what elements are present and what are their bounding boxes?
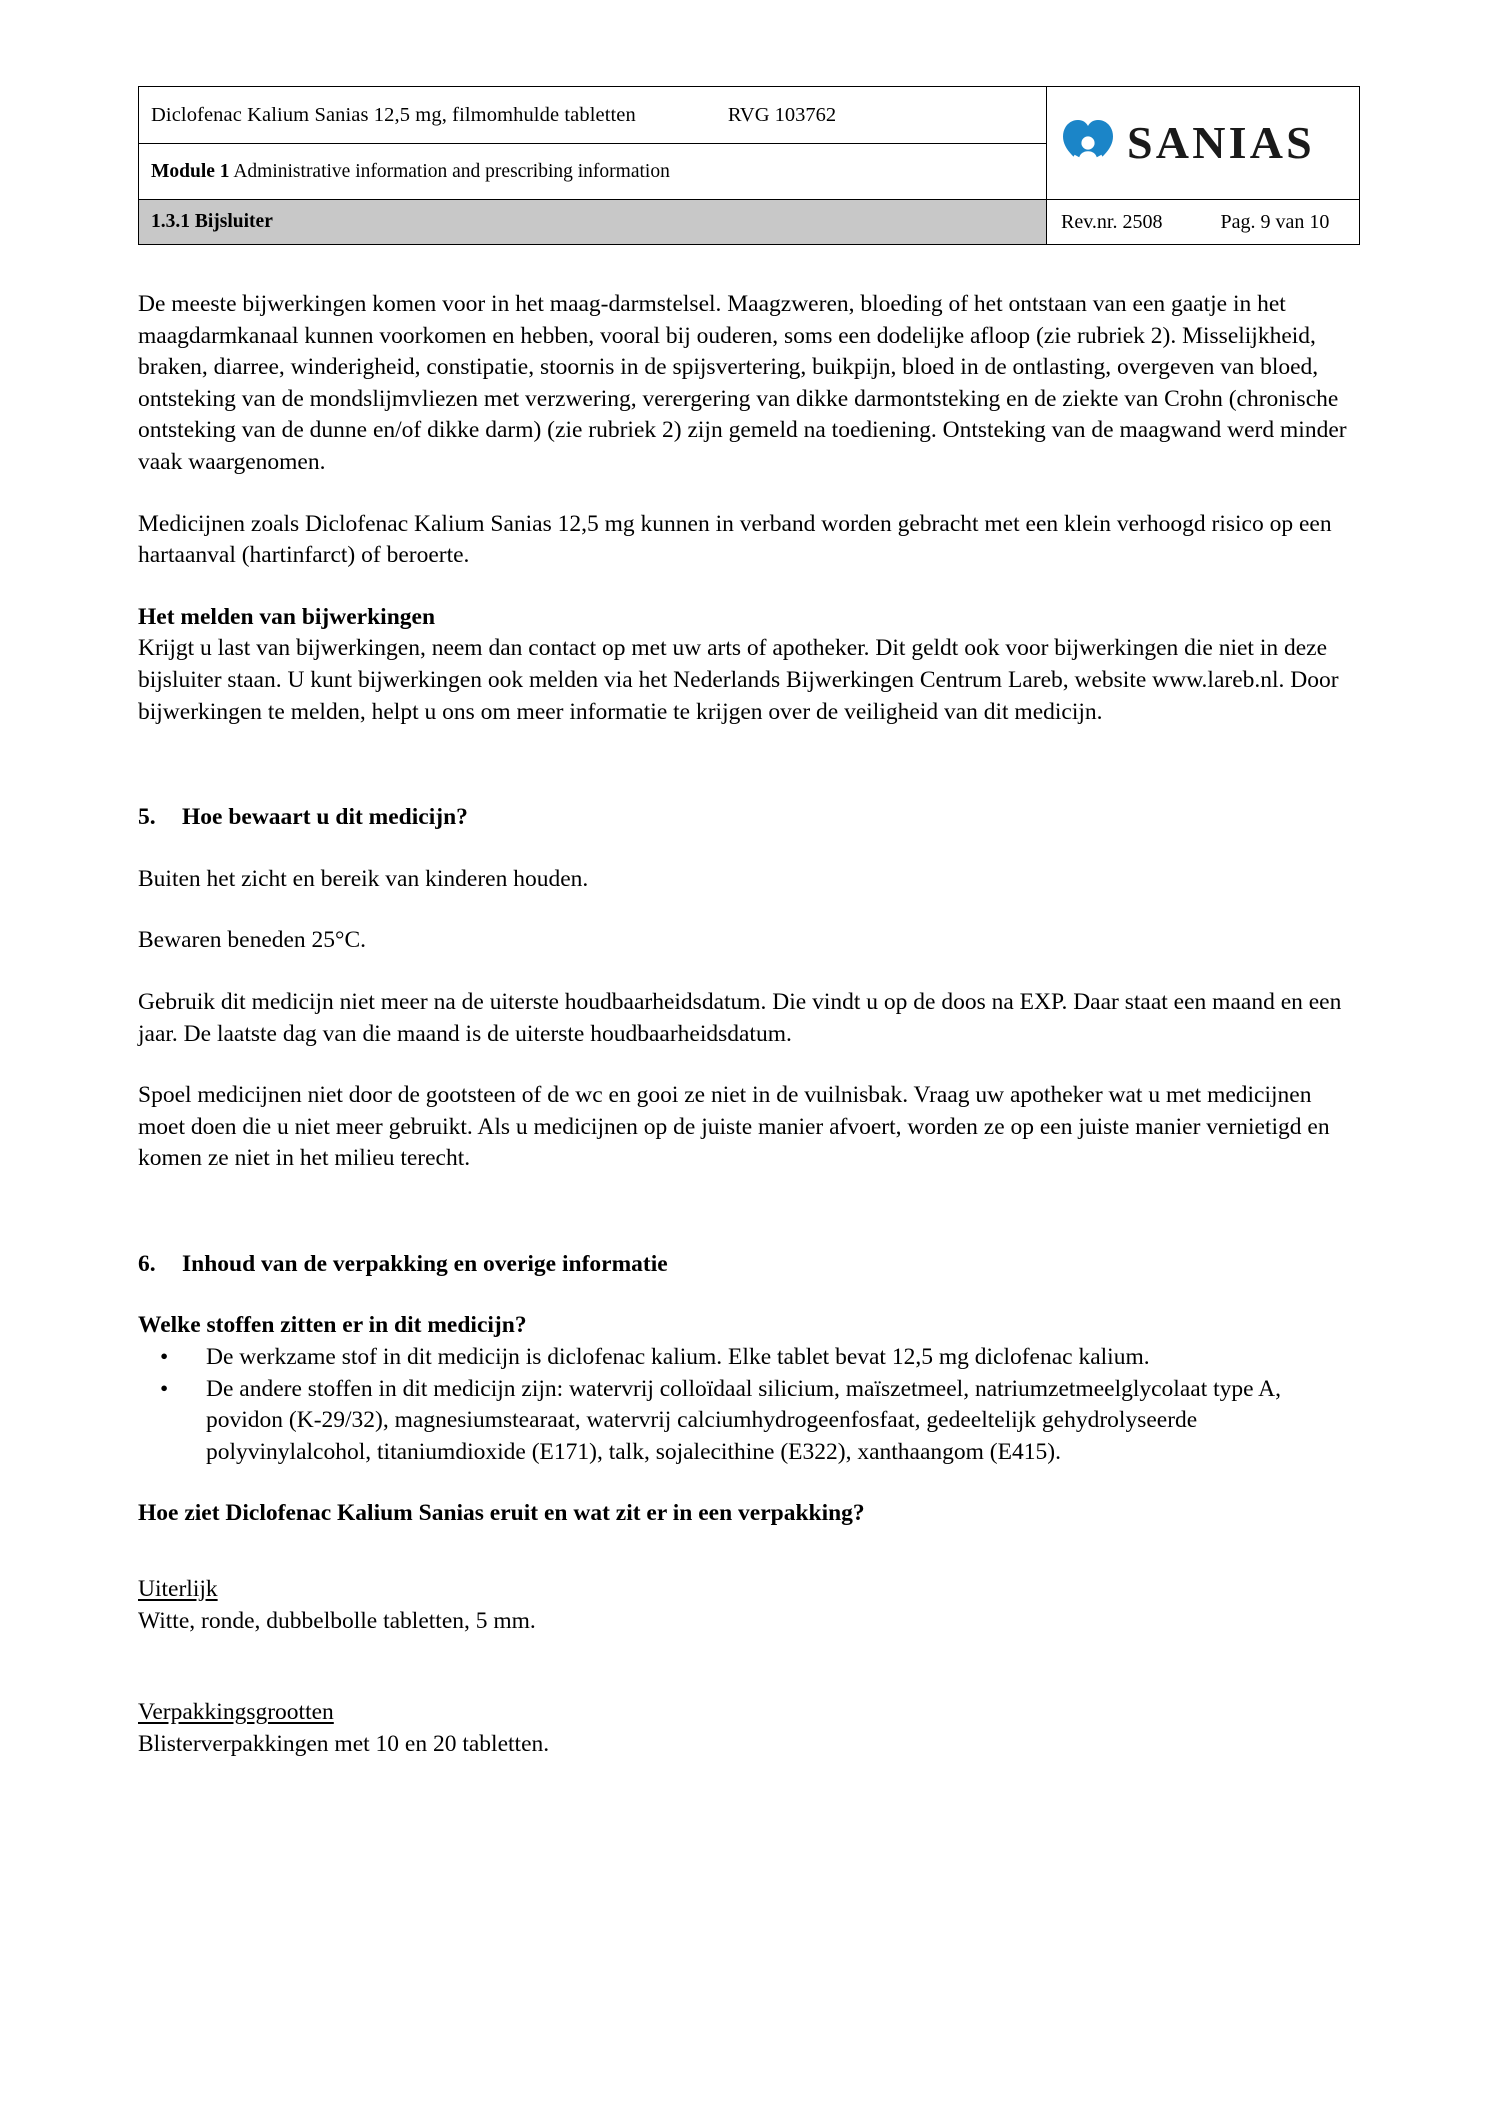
substances-list <box>138 1342 1360 1468</box>
header-page-number: Pag. 9 van 10 <box>1220 210 1330 233</box>
header-module-text <box>151 161 670 182</box>
header-module-bold: Module 1 <box>151 160 230 182</box>
spacer-before-verpakkingsgrootten <box>138 1667 1360 1697</box>
bullet-icon: • <box>160 1375 169 1402</box>
paragraph-reporting-side-effects: Krijgt u last van bijwerkingen, neem dan contact op met uw arts of apotheker. Dit geldt ook voor bijwerkingen die niet in deze bijsluiter staan. U kunt bijwerkingen ook melden via het Nederlands Bijwerkingen Centrum Lareb, website www.lareb.nl. Door bijwerkingen te melden, helpt u ons om meer informatie te krijgen over de veiligheid van dit medicijn. <box>138 635 1339 725</box>
list-item-text: De andere stoffen in dit medicijn zijn: watervrij colloïdaal silicium, maïszetmeel, natriumzetmeelglycolaat type A, povidon (K-29/32), magnesiumstearaat, watervrij calciumhydrogeenfosfaat, gedeeltelijk gehydrolyseerde polyvinylalcohol, titaniumdioxide (E171), talk, sojalecithine (E322), xanthaangom (E415). <box>206 1375 1281 1465</box>
paragraph-storage-temperature: Bewaren beneden 25°C. <box>138 927 367 954</box>
header-row-product <box>139 87 1360 144</box>
paragraph-heart-risk: Medicijnen zoals Diclofenac Kalium Sanias 12,5 mg kunnen in verband worden gebracht met een klein verhoogd risico op een hartaanval (hartinfarct) of beroerte. <box>138 510 1332 569</box>
list-item <box>138 1342 1360 1374</box>
header-section-label: 1.3.1 Bijsluiter <box>151 211 273 232</box>
paragraph-keep-from-children: Buiten het zicht en bereik van kinderen houden. <box>138 865 589 892</box>
heart-figure-icon <box>1059 116 1117 170</box>
bullet-icon: • <box>160 1344 169 1371</box>
paragraph-appearance: Witte, ronde, dubbelbolle tabletten, 5 mm. <box>138 1607 536 1634</box>
header-cell-section <box>139 200 1047 245</box>
document-header-table <box>138 86 1360 245</box>
heading-substances: Welke stoffen zitten er in dit medicijn? <box>138 1312 527 1339</box>
header-row-section <box>139 200 1360 245</box>
sanias-logo-text: SANIAS <box>1127 117 1315 168</box>
spacer-before-section-6 <box>138 1205 1360 1249</box>
label-appearance: Uiterlijk <box>138 1576 218 1603</box>
header-revision-number: Rev.nr. 2508 <box>1061 210 1163 233</box>
label-pack-sizes: Verpakkingsgrootten <box>138 1699 334 1726</box>
sanias-logo <box>1047 116 1359 170</box>
spacer-before-section-5 <box>138 758 1360 802</box>
header-cell-revision <box>1047 200 1360 245</box>
paragraph-pack-sizes: Blisterverpakkingen met 10 en 20 tabletten. <box>138 1730 550 1757</box>
paragraph-expiry-date: Gebruik dit medicijn niet meer na de uiterste houdbaarheidsdatum. Die vindt u op de doos na EXP. Daar staat een maand en een jaar. De laatste dag van die maand is de uiterste houdbaarheidsdatum. <box>138 988 1342 1047</box>
spacer-before-appearance-heading <box>138 1468 1360 1498</box>
header-cell-product <box>139 87 1047 144</box>
spacer-after-section-6-heading <box>138 1280 1360 1310</box>
heading-reporting-side-effects: Het melden van bijwerkingen <box>138 603 436 630</box>
heading-section-5 <box>138 802 1360 834</box>
list-item <box>138 1374 1360 1469</box>
heading-section-6 <box>138 1249 1360 1281</box>
header-rvg-number: RVG 103762 <box>727 103 837 126</box>
spacer-after-section-5-heading <box>138 834 1360 864</box>
heading-appearance-and-pack: Hoe ziet Diclofenac Kalium Sanias eruit en wat zit er in een verpakking? <box>138 1500 865 1527</box>
list-item-text: De werkzame stof in dit medicijn is diclofenac kalium. Elke tablet bevat 12,5 mg diclofenac kalium. <box>206 1344 1150 1371</box>
header-cell-logo <box>1047 87 1360 200</box>
header-product-title: Diclofenac Kalium Sanias 12,5 mg, filmomhulde tabletten <box>151 103 636 126</box>
section-6-title: Inhoud van de verpakking en overige informatie <box>182 1250 668 1277</box>
header-module-rest: Administrative information and prescribing information <box>229 160 670 182</box>
spacer-before-uiterlijk <box>138 1530 1360 1574</box>
paragraph-side-effects: De meeste bijwerkingen komen voor in het maag-darmstelsel. Maagzweren, bloeding of het ontstaan van een gaatje in het maagdarmkanaal kunnen voorkomen en hebben, vooral bij ouderen, soms een dodelijke afloop (zie rubriek 2). Misselijkheid, braken, diarree, winderigheid, constipatie, stoornis in de spijsvertering, buikpijn, bloed in de ontlasting, overgeven van bloed, ontsteking van de mondslijmvliezen met verzwering, verergering van dikke darmontsteking en de ziekte van Crohn (chronische ontsteking van de dunne en/of dikke darm) (zie rubriek 2) zijn gemeld na toediening. Ontsteking van de maagwand werd minder vaak waargenomen. <box>138 291 1347 475</box>
header-cell-module <box>139 144 1047 200</box>
paragraph-disposal: Spoel medicijnen niet door de gootsteen of de wc en gooi ze niet in de vuilnisbak. Vraag uw apotheker wat u met medicijnen moet doen die u niet meer gebruikt. Als u medicijnen op de juiste manier afvoert, worden ze op een juiste manier vernietigd en komen ze niet in het milieu terecht. <box>138 1082 1330 1172</box>
section-5-title: Hoe bewaart u dit medicijn? <box>182 804 468 831</box>
document-body <box>138 289 1360 1760</box>
section-6-number: 6. <box>138 1250 156 1277</box>
section-5-number: 5. <box>138 804 156 831</box>
